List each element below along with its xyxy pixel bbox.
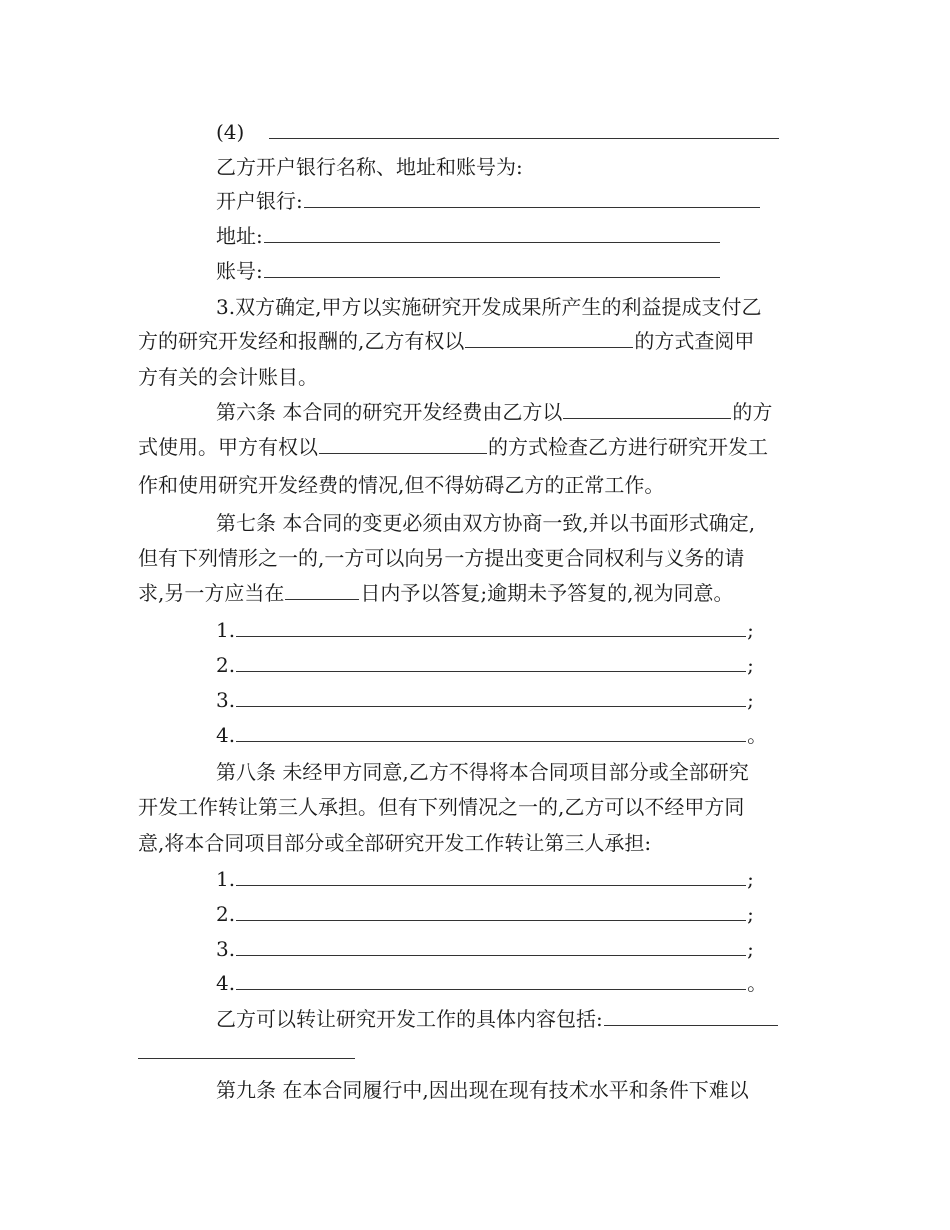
article-6-text-2: 式使用。甲方有权以 bbox=[138, 435, 318, 459]
item-punctuation: ; bbox=[747, 618, 754, 642]
clause-3-line-3: 方有关的会计账目。 bbox=[138, 365, 318, 389]
fill-in-blank[interactable] bbox=[236, 653, 746, 672]
fill-in-blank[interactable] bbox=[236, 723, 746, 742]
article-7-text-cont: 日内予以答复;逾期未予答复的,视为同意。 bbox=[360, 581, 734, 605]
bank-name-label: 开户银行: bbox=[216, 189, 303, 213]
item-punctuation: ; bbox=[747, 688, 754, 712]
article-7-item-3 bbox=[216, 683, 818, 717]
article-6-text-cont: 的方 bbox=[732, 400, 773, 424]
account-blank[interactable] bbox=[264, 259, 720, 278]
item-punctuation: 。 bbox=[747, 723, 768, 747]
clause-3-line-1: 3.双方确定,甲方以实施研究开发成果所产生的利益提成支付乙 bbox=[216, 295, 762, 319]
bank-info-heading: 乙方开户银行名称、地址和账号为: bbox=[216, 155, 523, 179]
article-6-line-3: 作和使用研究开发经费的情况,但不得妨碍乙方的正常工作。 bbox=[138, 473, 665, 497]
inspection-method-blank[interactable] bbox=[465, 329, 633, 348]
item-punctuation: ; bbox=[747, 937, 754, 961]
transfer-content-line bbox=[216, 1002, 818, 1036]
address-line bbox=[216, 219, 818, 253]
item-number: 2. bbox=[216, 653, 236, 677]
article-7-item-4 bbox=[216, 718, 818, 752]
transfer-content-label: 乙方可以转让研究开发工作的具体内容包括: bbox=[216, 1007, 603, 1031]
reply-days-blank[interactable] bbox=[285, 581, 359, 600]
fill-in-blank[interactable] bbox=[269, 120, 779, 139]
transfer-content-blank[interactable] bbox=[604, 1007, 778, 1026]
check-method-blank[interactable] bbox=[319, 435, 487, 454]
fill-in-blank[interactable] bbox=[236, 618, 746, 637]
item-punctuation: ; bbox=[747, 653, 754, 677]
fill-in-blank[interactable] bbox=[236, 937, 746, 956]
clause-3-line-2 bbox=[138, 324, 818, 358]
address-blank[interactable] bbox=[264, 224, 720, 243]
item-punctuation: 。 bbox=[747, 971, 768, 995]
bank-name-line bbox=[216, 184, 818, 218]
fill-in-blank[interactable] bbox=[236, 902, 746, 921]
article-8-line-1: 第八条 未经甲方同意,乙方不得将本合同项目部分或全部研究 bbox=[216, 760, 749, 784]
item-punctuation: ; bbox=[747, 867, 754, 891]
article-7-item-1 bbox=[216, 613, 818, 647]
article-8-item-3 bbox=[216, 932, 818, 966]
article-6-line-1 bbox=[216, 395, 818, 429]
article-8-item-1 bbox=[216, 862, 818, 896]
bank-name-blank[interactable] bbox=[304, 189, 760, 208]
funding-method-blank[interactable] bbox=[563, 400, 731, 419]
article-6-text-2-cont: 的方式检查乙方进行研究开发工 bbox=[488, 435, 768, 459]
article-6-line-2 bbox=[138, 430, 818, 464]
address-label: 地址: bbox=[216, 224, 263, 248]
article-6-text: 第六条 本合同的研究开发经费由乙方以 bbox=[216, 400, 563, 424]
article-9-line-1: 第九条 在本合同履行中,因出现在现有技术水平和条件下难以 bbox=[216, 1078, 749, 1102]
article-8-line-3: 意,将本合同项目部分或全部研究开发工作转让第三人承担: bbox=[138, 831, 652, 855]
bank-item-4 bbox=[216, 115, 818, 149]
item-number: 2. bbox=[216, 902, 236, 926]
item-number: 4. bbox=[216, 723, 236, 747]
fill-in-blank[interactable] bbox=[236, 867, 746, 886]
item-number: 3. bbox=[216, 688, 236, 712]
fill-in-blank[interactable] bbox=[236, 688, 746, 707]
fill-in-blank[interactable] bbox=[236, 971, 746, 990]
item-number: 4. bbox=[216, 971, 236, 995]
clause-3-text-cont: 的方式查阅甲 bbox=[634, 329, 755, 353]
item-number: 3. bbox=[216, 937, 236, 961]
item-punctuation: ; bbox=[747, 902, 754, 926]
article-7-text: 求,另一方应当在 bbox=[138, 581, 285, 605]
clause-3-text: 方的研究开发经和报酬的,乙方有权以 bbox=[138, 329, 465, 353]
item-number: 1. bbox=[216, 618, 236, 642]
article-7-item-2 bbox=[216, 648, 818, 682]
article-7-line-1: 第七条 本合同的变更必须由双方协商一致,并以书面形式确定, bbox=[216, 511, 756, 535]
item-number: (4) bbox=[216, 120, 245, 144]
account-label: 账号: bbox=[216, 259, 263, 283]
account-line bbox=[216, 254, 818, 288]
article-8-line-2: 开发工作转让第三人承担。但有下列情况之一的,乙方可以不经甲方同 bbox=[138, 795, 745, 819]
article-7-line-2: 但有下列情形之一的,一方可以向另一方提出变更合同权利与义务的请 bbox=[138, 546, 745, 570]
article-7-line-3 bbox=[138, 576, 818, 610]
article-8-item-2 bbox=[216, 897, 818, 931]
item-number: 1. bbox=[216, 867, 236, 891]
transfer-content-blank-cont[interactable] bbox=[138, 1058, 355, 1059]
article-8-item-4 bbox=[216, 966, 818, 1000]
